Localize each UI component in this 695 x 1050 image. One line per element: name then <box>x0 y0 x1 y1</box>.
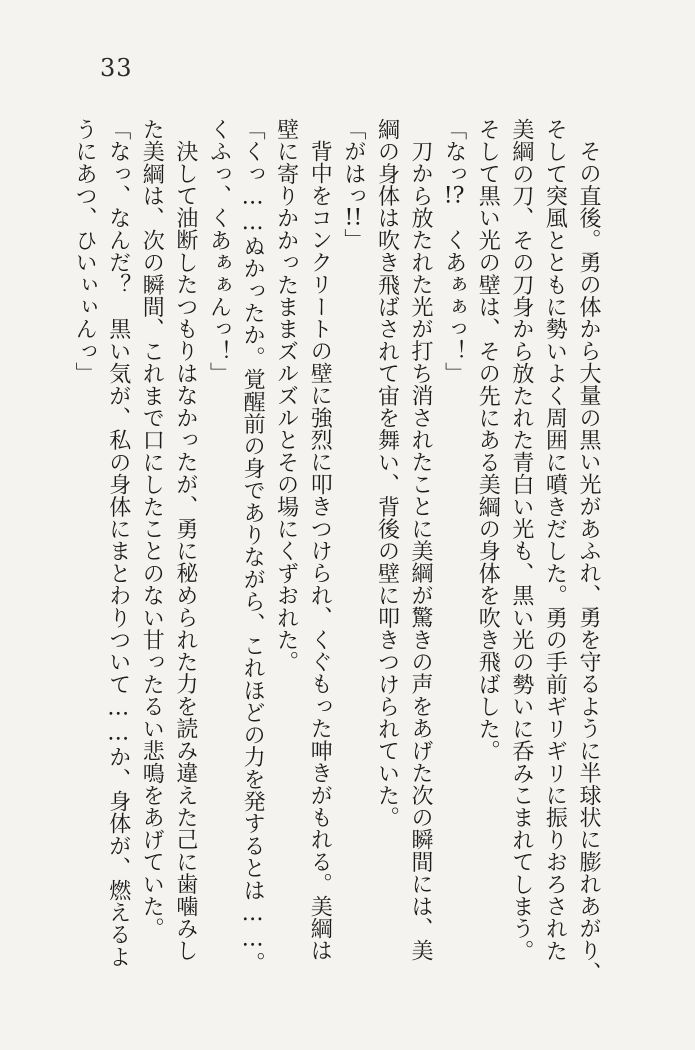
text-column: 「なっ!? くあぁぁっ！」 <box>441 118 467 385</box>
text-column: 背中をコンクリートの壁に強烈に叩きつけられ、くぐもった呻きがもれる。美綱は <box>307 140 333 962</box>
text-column: うにあつ、ひいぃぃんっ」 <box>72 118 98 385</box>
text-column: 「なっ、なんだ？ 黒い気が、私の身体にまとわりついて……か、身体が、燃えるよ <box>105 118 131 968</box>
tatechuyoko-exclamation: !! <box>344 206 363 229</box>
text-column: 刀から放たれた光が打ち消されたことに美綱が驚きの声をあげた次の瞬間には、美 <box>408 140 434 962</box>
text-column: くふっ、くあぁぁんっ！」 <box>206 118 232 385</box>
text-column: 決して油断したつもりはなかったが、勇に秘められた力を読み違えた己に歯噛みし <box>172 140 198 962</box>
page-number: 33 <box>100 54 133 82</box>
text-column: 美綱の刀、その刀身から放たれた青白い光も、黒い光の勢いに呑みこまれてしまう。 <box>508 118 534 962</box>
text-column: 「くっ……ぬかったか。覚醒前の身でありながら、これほどの力を発するとは……。 <box>240 118 266 974</box>
text-column: 壁に寄りかかったままズルズルとその場にくずおれた。 <box>273 118 299 674</box>
vertical-text-block <box>67 118 605 1008</box>
text-column: そして黒い光の壁は、その先にある美綱の身体を吹き飛ばした。 <box>475 118 501 762</box>
text-column: その直後。勇の体から大量の黒い光があふれ、勇を守るように半球状に膨れあがり、 <box>576 140 601 984</box>
text-column: 綱の身体は吹き飛ばされて宙を舞い、背後の壁に叩きつけられていた。 <box>374 118 400 829</box>
tatechuyoko-exclamation: !? <box>443 184 465 207</box>
text-column: 「がはっ!!」 <box>340 118 366 252</box>
text-column: た美綱は、次の瞬間、これまで口にしたことのない甘ったるい悲鳴をあげていた。 <box>139 118 165 940</box>
text-column: そして突風とともに勢いよく周囲に噴きだした。勇の手前ギリギリに振りおろされた <box>542 118 568 962</box>
